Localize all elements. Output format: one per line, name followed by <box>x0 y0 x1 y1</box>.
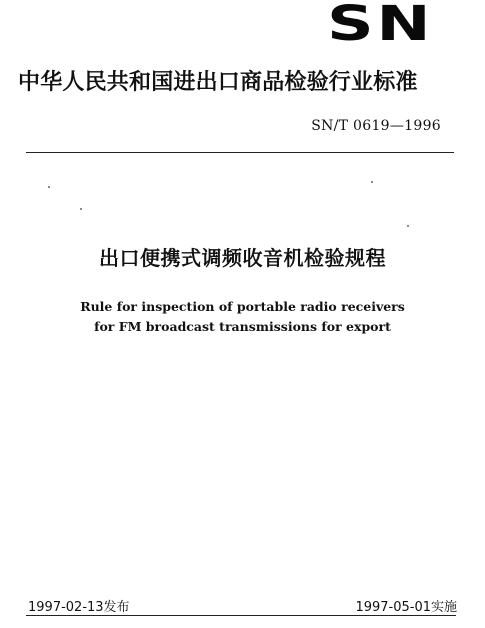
sn-logo: SN <box>327 0 434 52</box>
issue-date: 1997-02-13发布 <box>28 600 130 615</box>
standard-code: SN/T 0619—1996 <box>311 118 441 134</box>
effective-date: 1997-05-01实施 <box>355 600 457 615</box>
document-title-english-line1: Rule for inspection of portable radio receivers <box>80 299 405 314</box>
scan-speck <box>48 186 50 188</box>
scan-speck <box>371 181 373 183</box>
document-title-english-line2: for FM broadcast transmissions for export <box>94 319 391 334</box>
document-title-chinese: 出口便携式调频收音机检验规程 <box>99 246 386 270</box>
header-divider <box>26 152 454 153</box>
scan-speck <box>80 208 82 210</box>
scan-speck <box>407 225 409 227</box>
footer-divider <box>26 615 456 616</box>
standard-category-title: 中华人民共和国进出口商品检验行业标准 <box>18 70 418 95</box>
